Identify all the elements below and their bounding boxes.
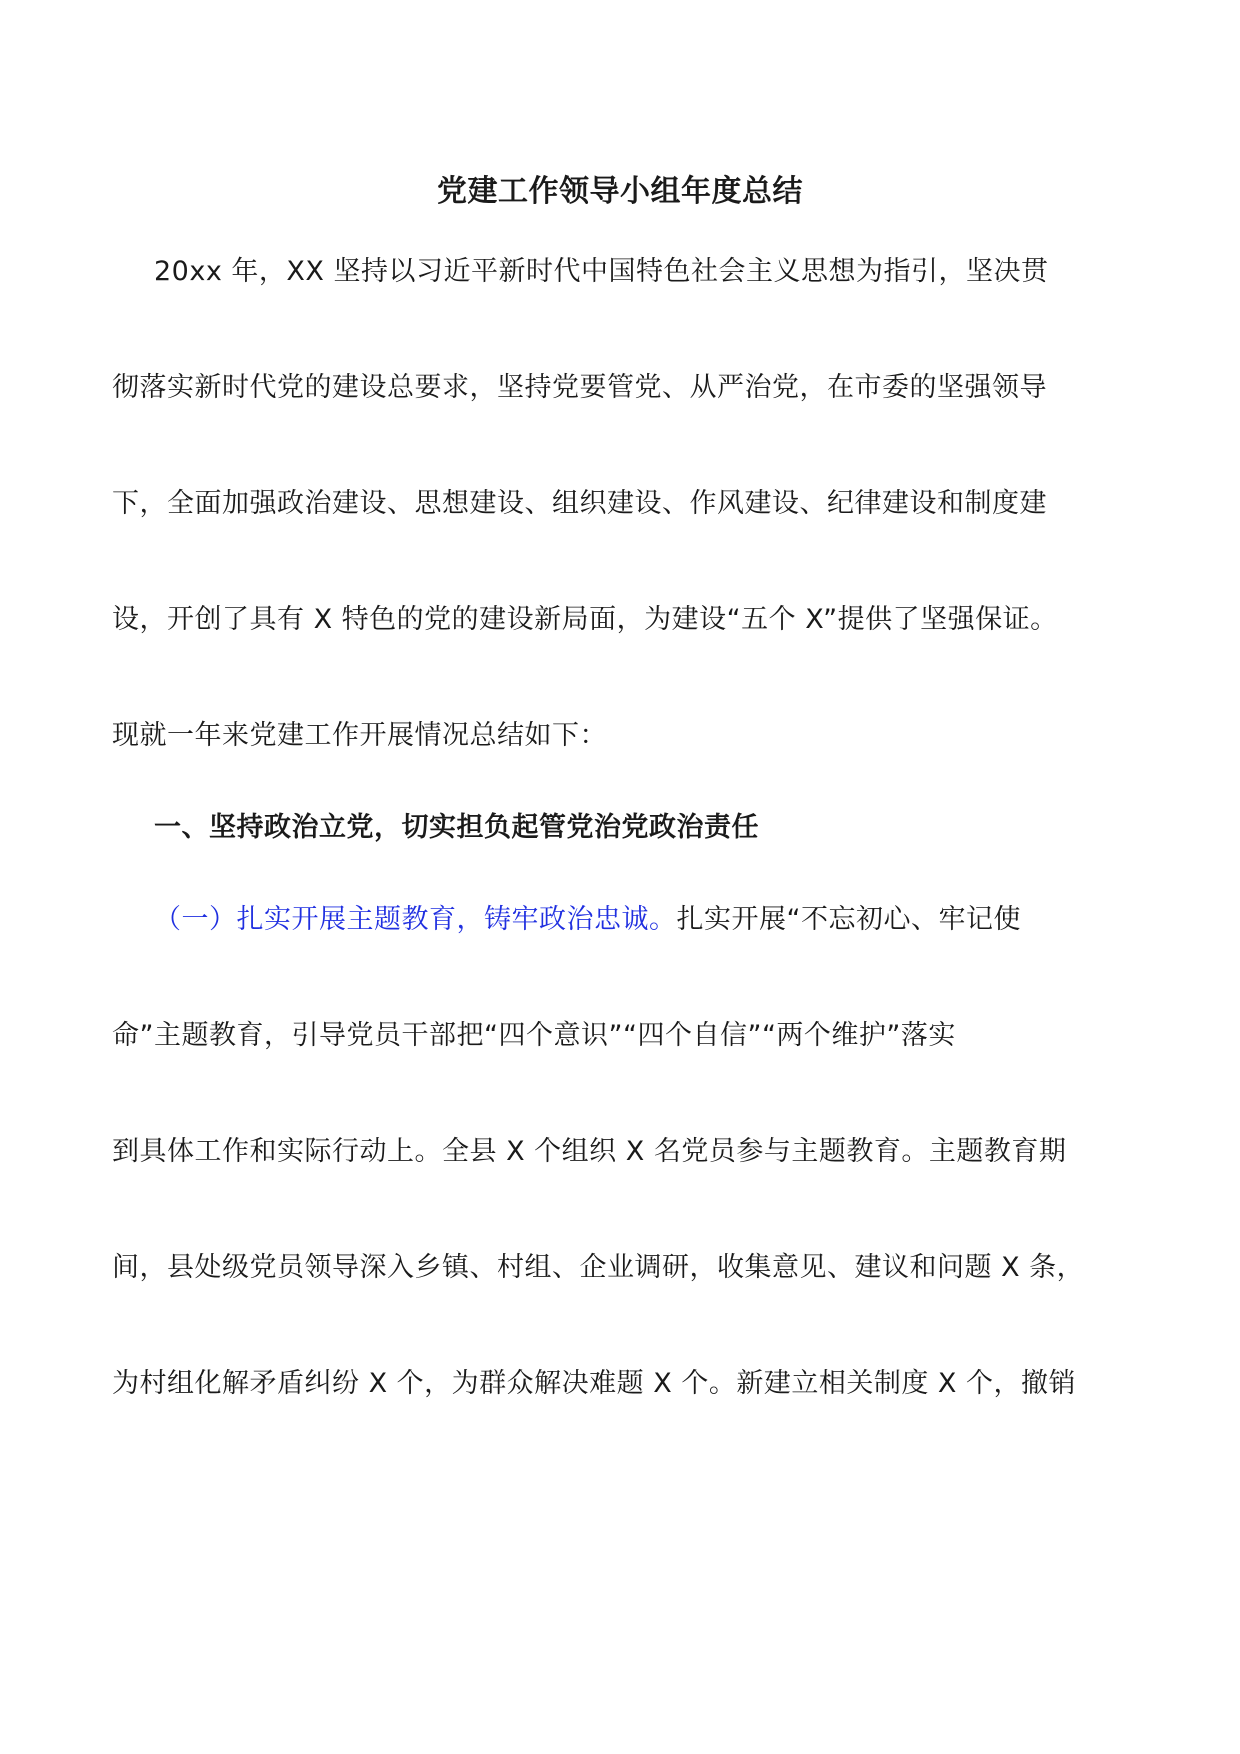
- document-title: 党建工作领导小组年度总结: [437, 174, 803, 209]
- paragraph-line: 到具体工作和实际行动上。全县 X 个组织 X 名党员参与主题教育。主题教育期: [112, 1136, 1067, 1167]
- paragraph-line: 间，县处级党员领导深入乡镇、村组、企业调研，收集意见、建议和问题 X 条，: [112, 1252, 1085, 1283]
- paragraph-line: 20xx 年，XX 坚持以习近平新时代中国特色社会主义思想为指引，坚决贯: [154, 256, 1049, 287]
- subsection-label: （一）扎实开展主题教育，铸牢政治忠诚。: [154, 904, 677, 935]
- subsection-first-line: [154, 900, 1194, 940]
- section-heading: 一、坚持政治立党，切实担负起管党治党政治责任: [154, 812, 759, 843]
- paragraph-line: 为村组化解矛盾纠纷 X 个，为群众解决难题 X 个。新建立相关制度 X 个，撤销: [112, 1368, 1076, 1399]
- paragraph-line: 下，全面加强政治建设、思想建设、组织建设、作风建设、纪律建设和制度建: [112, 488, 1047, 519]
- subsection-text: 扎实开展“不忘初心、牢记使: [676, 904, 1021, 935]
- paragraph-line: 命”主题教育，引导党员干部把“四个意识”“四个自信”“两个维护”落实: [112, 1020, 956, 1051]
- paragraph-line: 现就一年来党建工作开展情况总结如下：: [112, 720, 607, 751]
- paragraph-line: 设，开创了具有 X 特色的党的建设新局面，为建设“五个 X”提供了坚强保证。: [112, 604, 1058, 635]
- paragraph-line: 彻落实新时代党的建设总要求，坚持党要管党、从严治党，在市委的坚强领导: [112, 372, 1047, 403]
